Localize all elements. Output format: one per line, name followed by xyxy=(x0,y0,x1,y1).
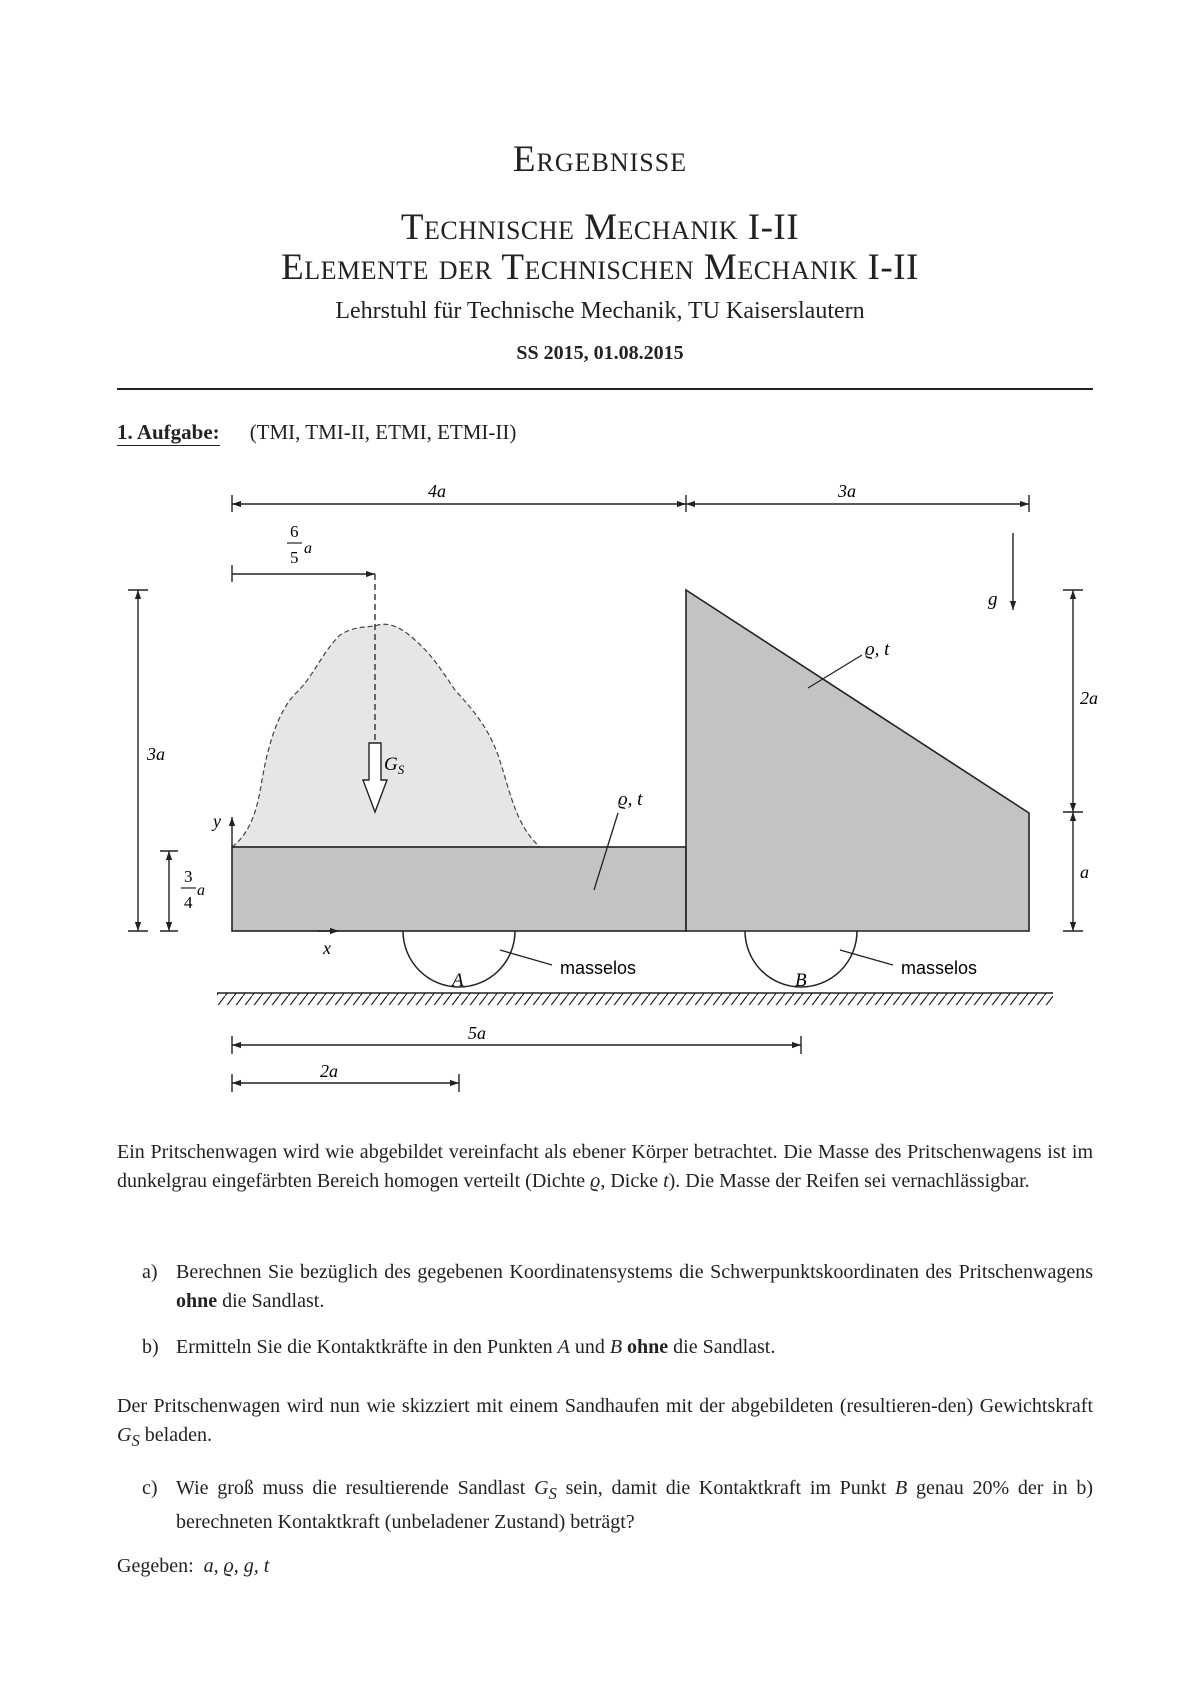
y-axis-label: y xyxy=(213,811,221,831)
point-a-label: A xyxy=(452,970,464,991)
dim-5a: 5a xyxy=(468,1023,486,1043)
ground-hatch xyxy=(217,993,1053,1005)
dim-sand-x-unit: a xyxy=(304,540,312,557)
load-paragraph: Der Pritschenwagen wird nun wie skizziert mit einem Sandhaufen mit der abgebildeten (resultieren-den) Gewichtskraft $G_S$ beladen. xyxy=(117,1395,1093,1450)
dim-2a-bottom: 2a xyxy=(320,1061,338,1081)
intro-paragraph: Ein Pritschenwagen wird wie abgebildet vereinfacht als ebener Körper betrachtet. Die Masse des Pritschenwagens ist im dunkelgrau eingefärbten Bereich homogen verteilt (Dichte ϱ, Dicke t). Die Masse der Reifen sei vernachlässigbar. xyxy=(117,1141,1093,1192)
rho-t-lower: ϱ, t xyxy=(618,789,643,810)
dim-bed-unit: a xyxy=(197,882,205,899)
massless-b-label: masselos xyxy=(901,958,978,978)
question-a-label: a) xyxy=(142,1261,158,1283)
given-line xyxy=(117,1555,269,1578)
dim-2a-right: 2a xyxy=(1080,688,1098,708)
course-title-1: Technische Mechanik I-II xyxy=(400,207,800,248)
massless-a-label: masselos xyxy=(560,958,637,978)
leader-rho-upper xyxy=(808,655,862,688)
dim-sand-x-den: 5 xyxy=(290,548,299,567)
task-groups: (TMI, TMI-II, ETMI, ETMI-II) xyxy=(249,420,517,444)
dim-top xyxy=(232,495,1029,582)
course-title-2: Elemente der Technischen Mechanik I-II xyxy=(281,247,919,288)
dim-4a: 4a xyxy=(428,481,446,501)
gravity-label: g xyxy=(988,589,998,610)
dim-3a-height: 3a xyxy=(147,744,165,764)
dim-a-right: a xyxy=(1080,862,1089,882)
question-b: b) Ermitteln Sie die Kontaktkräfte in den Punkten A und B ohne die Sandlast. xyxy=(142,1333,1093,1362)
given-label: Gegeben: xyxy=(117,1555,194,1577)
truck-cab xyxy=(686,590,1029,931)
x-axis-label: x xyxy=(323,938,331,958)
dim-bottom xyxy=(232,1036,801,1092)
question-a: a) Berechnen Sie bezüglich des gegebenen Koordinatensystems die Schwerpunktskoordinaten des Pritschenwagens ohne die Sandlast. xyxy=(142,1258,1093,1316)
sand-heap xyxy=(232,624,540,847)
chair-line: Lehrstuhl für Technische Mechanik, TU Kaiserslautern xyxy=(335,298,865,324)
point-b-label: B xyxy=(795,970,807,991)
dim-sand-x-num: 6 xyxy=(290,522,299,541)
task-label: 1. Aufgabe: xyxy=(117,420,220,444)
dim-bed-den: 4 xyxy=(184,893,193,912)
truck-bed xyxy=(232,847,686,931)
document-title: Ergebnisse xyxy=(512,139,688,180)
given-values: a, ϱ, g, t xyxy=(203,1555,270,1577)
question-b-label: b) xyxy=(142,1336,159,1358)
exam-date: SS 2015, 01.08.2015 xyxy=(516,342,684,364)
gs-label: $G_S$ xyxy=(384,754,405,777)
dim-3a: 3a xyxy=(838,481,856,501)
rho-t-upper: ϱ, t xyxy=(865,639,890,660)
dim-bed-num: 3 xyxy=(184,867,193,886)
question-c: c) Wie groß muss die resultierende Sandlast $G_S$ sein, damit die Kontaktkraft im Punkt B genau 20% der in b) berechneten Kontaktkraft (unbeladener Zustand) beträgt? xyxy=(142,1474,1093,1537)
question-c-label: c) xyxy=(142,1477,158,1499)
